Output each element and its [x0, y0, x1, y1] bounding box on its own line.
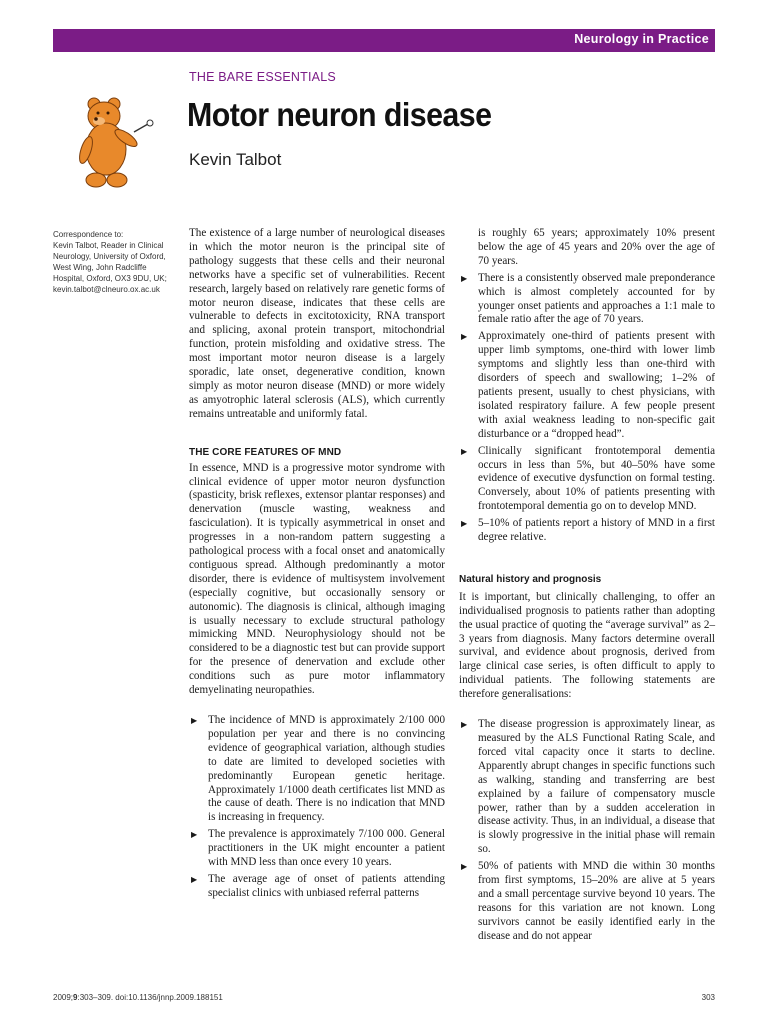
correspondence-line: Kevin Talbot, Reader in Clinical [53, 241, 164, 250]
citation-footer: 2009;9:303–309. doi:10.1136/jnnp.2009.188151 [53, 993, 223, 1002]
list-item: ▶ 50% of patients with MND die within 30 months from first symptoms, 15–20% are alive at 5 years and a small percentage survive beyond 10 years. The reasons for this variation are not known. Long survivors cannot be easily identified early in the disease and do not appear [461, 860, 715, 942]
article-title: Motor neuron disease [187, 96, 492, 133]
triangle-bullet-icon: ▶ [191, 830, 198, 840]
core-features-heading: THE CORE FEATURES OF MND [189, 446, 342, 458]
core-features-paragraph: In essence, MND is a progressive motor syndrome with clinical evidence of upper motor neuron dysfunction (spasticity, brisk reflexes, extensor plantar responses) and denervation (muscle wasting, weakness and fasciculation). It is typically asymmetrical in onset and progresses in a non-random pattern suggesting a pathological process with a focal onset and anatomically contiguous spread. Although predominantly a motor disorder, there is evidence of multisystem involvement (especially cognitive, but occasionally sensory or autonomic). The diagnosis is clinical, although imaging is usually necessary to exclude structural pathology mimicking MND. Neurophysiology should not be considered to be a diagnostic test but can provide support for the presence of denervation and exclude other conditions such as pure motor inflammatory demyelinating neuropathies. [189, 461, 445, 697]
list-item: ▶ Approximately one-third of patients present with upper limb symptoms, one-third with lower limb symptoms and slightly less than one-third with disorders of speech and swallowing; 1–2% of patients present, usually to chest physicians, with isolated respiratory failure. A few people present with axial weakness leading to non-specific gait disturbance or a “dropped head”. [461, 330, 715, 440]
correspondence-email[interactable]: kevin.talbot@clneuro.ox.ac.uk [53, 285, 160, 294]
triangle-bullet-icon: ▶ [461, 446, 468, 456]
natural-history-heading: Natural history and prognosis [459, 573, 602, 585]
list-item: ▶ The incidence of MND is approximately 2/100 000 population per year and there is no convincing evidence of geographical variation, although studies to date are limited to developed societies with predominantly European genetic heritage. Approximately 1/1000 death certificates list MND as the cause of death. There is no indication that MND is increasing in frequency. [191, 714, 445, 824]
triangle-bullet-icon: ▶ [461, 720, 468, 730]
list-item: ▶ The disease progression is approximately linear, as measured by the ALS Functional Rating Scale, and forced vital capacity once it starts to decline. Apparently abrupt changes in specific functions such as walking, standing and transferring are best explained by a failure of compensatory muscle power, rather than by a sudden acceleration in disease activity. Thus, in an individual, a disease that is slowly progressive in the initial phase will remain so. [461, 718, 715, 856]
journal-name: Neurology in Practice [574, 32, 709, 46]
list-item-continuation: is roughly 65 years; approximately 10% present below the age of 45 years and 20% over the age of 70 years. [478, 227, 715, 267]
right-text-column [459, 227, 715, 947]
correspondence-line: Correspondence to: [53, 230, 124, 239]
triangle-bullet-icon: ▶ [461, 519, 468, 529]
core-features-list-continued [459, 227, 715, 545]
page-number: 303 [701, 993, 715, 1002]
correspondence-line: Hospital, Oxford, OX3 9DU, UK; [53, 274, 167, 283]
triangle-bullet-icon: ▶ [461, 273, 468, 283]
core-features-list [189, 714, 445, 901]
list-item: ▶ 5–10% of patients report a history of MND in a first degree relative. [461, 517, 715, 544]
list-item: ▶ Clinically significant frontotemporal dementia occurs in less than 5%, but 40–50% have some evidence of executive dysfunction on formal testing. Conversely, about 10% of patients presenting with frontotemporal dementia go on to develop MND. [461, 444, 715, 513]
natural-history-paragraph: It is important, but clinically challenging, to offer an individualised prognosis to patients rather than adopting the usual practice of quoting the “average survival” as 2–3 years from diagnosis. Many factors determine overall survival, and evidence about prognosis, derived from large clinical case series, is often difficult to apply to individual patients. The following statements are therefore generalisations: [459, 590, 715, 701]
list-item: ▶ The prevalence is approximately 7/100 000. General practitioners in the UK might encounter a patient with MND less than once every 10 years. [191, 828, 445, 869]
left-text-column [189, 227, 445, 904]
correspondence-block [53, 229, 178, 295]
triangle-bullet-icon: ▶ [461, 332, 468, 342]
author-name: Kevin Talbot [189, 150, 282, 169]
intro-paragraph: The existence of a large number of neurological diseases in which the motor neuron is the principal site of pathology suggests that these cells and their neuronal networks have a specific set of vulnerabilities. Recent research, largely based on relatively rare genetic forms of motor neuron disease, indicates that these cells are vulnerable to defects in excitotoxicity, RNA transport and splicing, axonal protein transport, mitochondrial function, protein misfolding and oxidative stress. The most important motor neuron disease is a largely sporadic, late onset, degenerative condition, known simply as motor neuron disease (MND) or more widely as amyotrophic lateral sclerosis (ALS), which currently remains untreatable and uniformly fatal. [189, 227, 445, 420]
correspondence-line: West Wing, John Radcliffe [53, 263, 147, 272]
teddy-bear-with-reflex-hammer-icon [72, 94, 162, 190]
natural-history-list [459, 718, 715, 944]
journal-header-bar [53, 29, 715, 52]
list-item: ▶ The average age of onset of patients attending specialist clinics with unbiased referral patterns [191, 872, 445, 899]
list-item: ▶ There is a consistently observed male preponderance which is almost completely accounted for by younger onset patients and approaches a 1:1 male to female ratio after the age of 70 years. [461, 271, 715, 326]
section-label: THE BARE ESSENTIALS [189, 70, 336, 84]
triangle-bullet-icon: ▶ [191, 716, 198, 725]
triangle-bullet-icon: ▶ [191, 874, 198, 884]
correspondence-line: Neurology, University of Oxford, [53, 252, 166, 261]
triangle-bullet-icon: ▶ [461, 862, 468, 872]
